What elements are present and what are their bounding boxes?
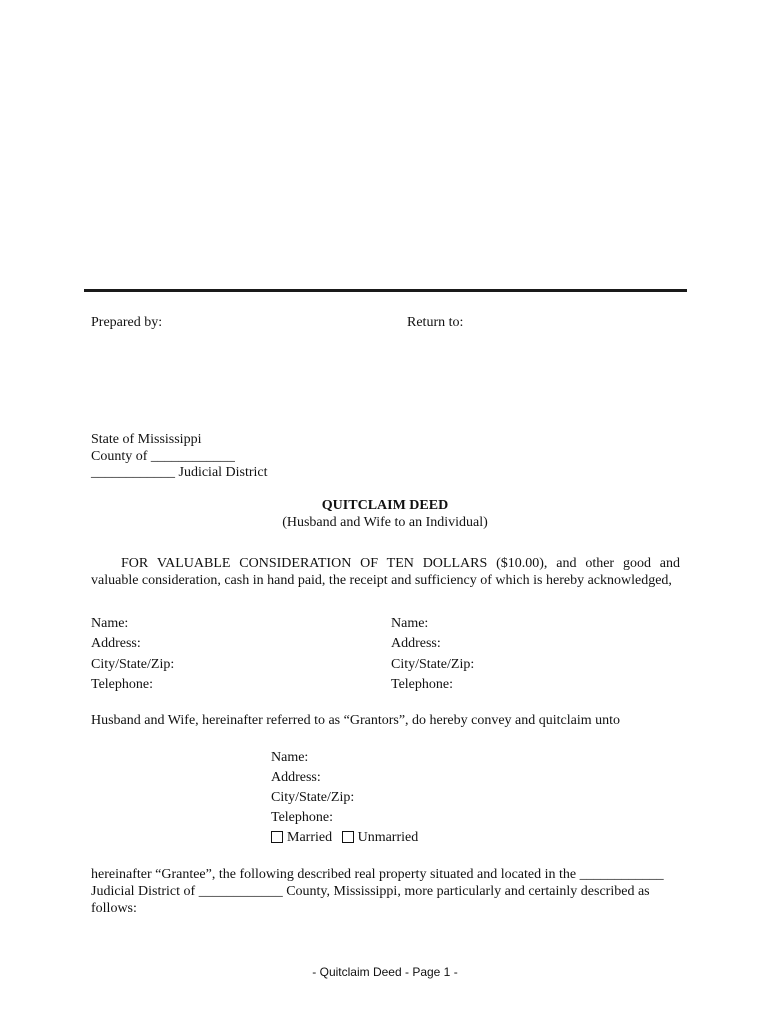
marital-status-row bbox=[271, 830, 418, 846]
convey-statement: Husband and Wife, hereinafter referred to as “Grantors”, do hereby convey and quitclaim unto bbox=[91, 713, 621, 728]
district-line bbox=[91, 465, 268, 481]
grantor2-city-label: City/State/Zip: bbox=[391, 657, 475, 672]
consideration-line-1 bbox=[91, 555, 680, 572]
grantee-name-label: Name: bbox=[271, 750, 309, 765]
unmarried-label: Unmarried bbox=[357, 830, 419, 845]
grantor1-city-label: City/State/Zip: bbox=[91, 657, 175, 672]
county-line bbox=[91, 449, 235, 465]
county-prefix: County of bbox=[91, 449, 148, 464]
grantor1-name-label: Name: bbox=[91, 616, 129, 631]
county-blank[interactable]: ____________ bbox=[150, 449, 235, 464]
property-line-1 bbox=[91, 867, 664, 883]
grantee-telephone-label: Telephone: bbox=[271, 810, 333, 825]
property-line-2-suffix: County, Mississippi, more particularly and certainly described as bbox=[286, 884, 650, 899]
grantee-address-label: Address: bbox=[271, 770, 321, 785]
property-line-1-text: hereinafter “Grantee”, the following described real property situated and located in the bbox=[91, 867, 577, 882]
state-line: State of Mississippi bbox=[91, 432, 202, 447]
property-line-2-prefix: Judicial District of bbox=[91, 884, 196, 899]
property-county-blank[interactable]: ____________ bbox=[198, 884, 283, 899]
district-suffix: Judicial District bbox=[178, 465, 268, 480]
married-checkbox[interactable] bbox=[271, 831, 283, 843]
district-blank[interactable]: ____________ bbox=[91, 465, 175, 480]
consideration-paragraph bbox=[91, 555, 680, 589]
grantor2-telephone-label: Telephone: bbox=[391, 677, 453, 692]
page-footer: - Quitclaim Deed - Page 1 - bbox=[312, 965, 458, 979]
document-title: QUITCLAIM DEED bbox=[321, 498, 449, 513]
property-district-blank[interactable]: ____________ bbox=[579, 867, 664, 882]
married-label: Married bbox=[287, 830, 333, 845]
prepared-by-label: Prepared by: bbox=[91, 315, 163, 330]
unmarried-checkbox[interactable] bbox=[342, 831, 354, 843]
grantor1-address-label: Address: bbox=[91, 636, 141, 651]
document-subtitle: (Husband and Wife to an Individual) bbox=[282, 515, 488, 530]
grantor2-name-label: Name: bbox=[391, 616, 429, 631]
grantor2-address-label: Address: bbox=[391, 636, 441, 651]
consideration-line-2: valuable consideration, cash in hand paid, the receipt and sufficiency of which is hereby acknowledged, bbox=[91, 573, 672, 588]
header-rule bbox=[84, 289, 687, 292]
property-line-3: follows: bbox=[91, 901, 137, 916]
return-to-label: Return to: bbox=[407, 315, 464, 330]
grantor1-telephone-label: Telephone: bbox=[91, 677, 153, 692]
property-line-2 bbox=[91, 884, 650, 900]
grantee-city-label: City/State/Zip: bbox=[271, 790, 355, 805]
consideration-line-1-text: FOR VALUABLE CONSIDERATION OF TEN DOLLARS ($10.00), and other good and bbox=[121, 556, 680, 571]
